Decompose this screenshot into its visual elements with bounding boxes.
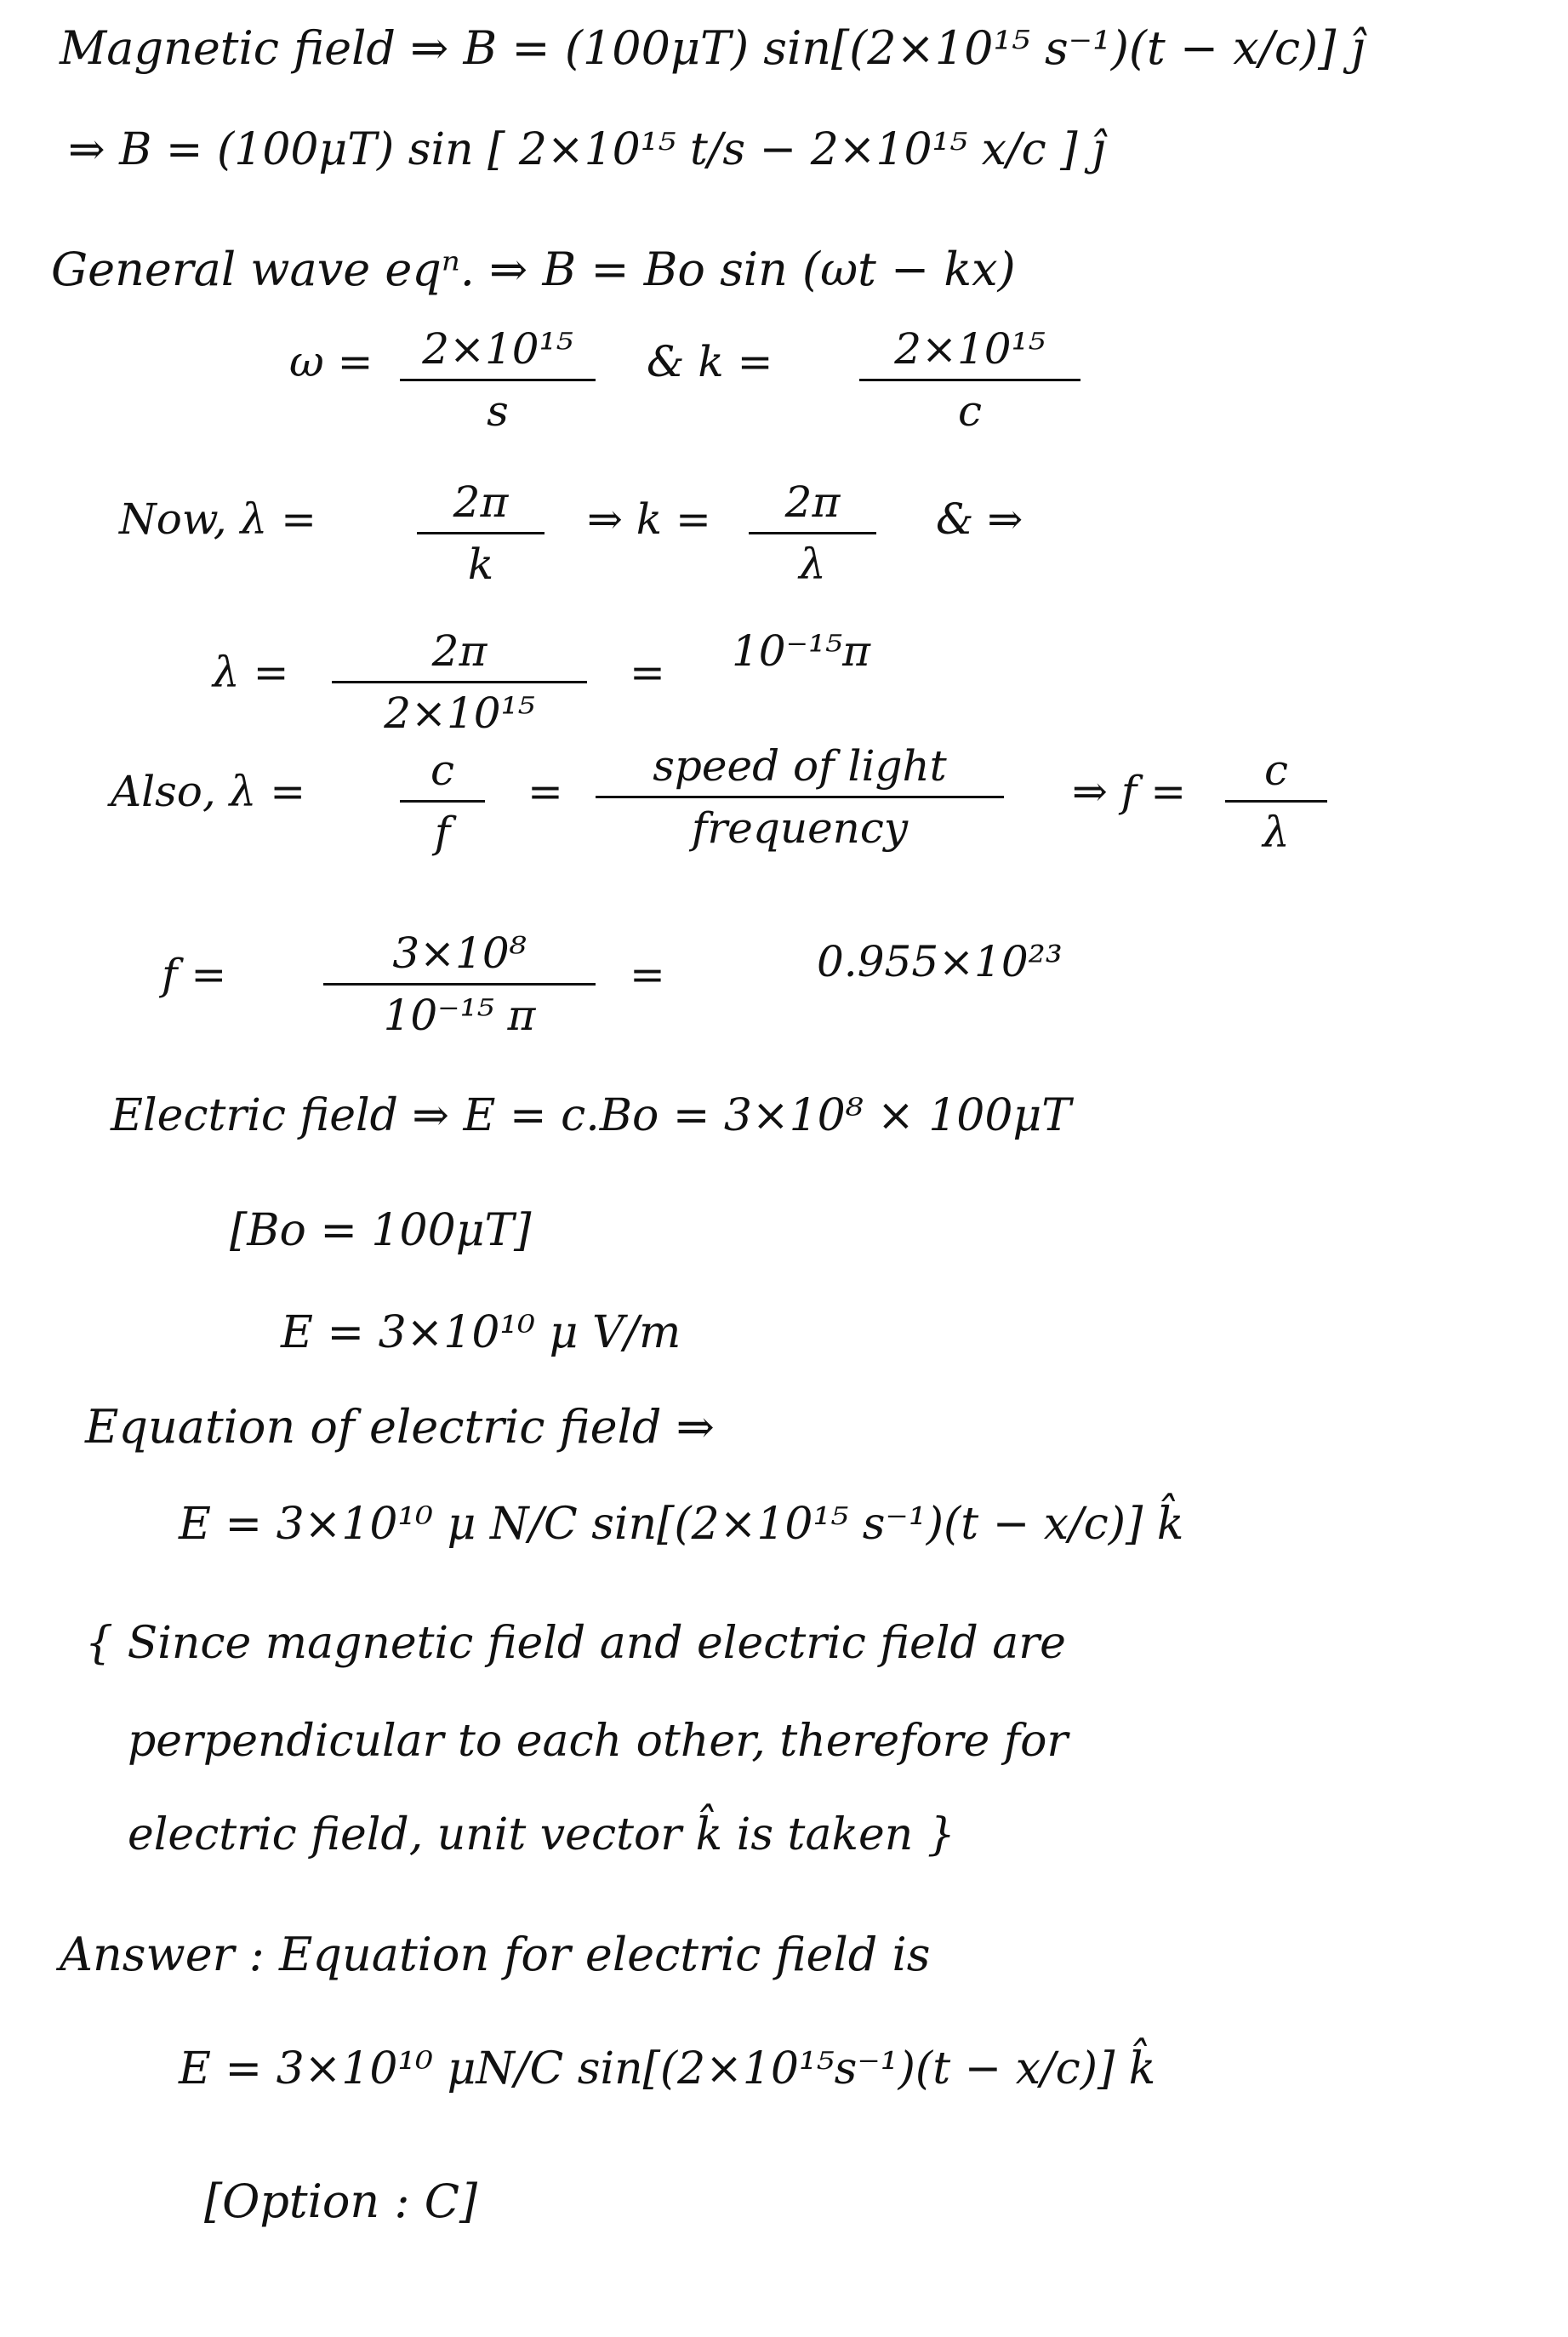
k-2pi-over-lambda-den: λ — [799, 540, 826, 589]
option-text: Option : C — [222, 2174, 460, 2228]
frequency-num: 3×10⁸ — [323, 932, 596, 986]
frequency-result: 0.955×10²³ — [817, 937, 1063, 986]
lambda-calc-num: 2π — [332, 630, 587, 683]
frequency-text: frequency — [691, 803, 909, 853]
frequency-equals: = — [630, 950, 665, 999]
electric-field-result: E = 3×10¹⁰ μ V/m — [281, 1307, 681, 1358]
c-over-lambda — [1225, 746, 1327, 857]
electric-field-equation: E = 3×10¹⁰ μ N/C sin[(2×10¹⁵ s⁻¹)(t − x/c)] k̂ — [179, 1499, 1184, 1550]
k-fraction — [859, 324, 1080, 436]
frequency-fraction — [323, 929, 596, 1040]
speed-over-frequency — [596, 741, 1004, 853]
electric-field-magnitude: Electric field ⇒ E = c.Bo = 3×10⁸ × 100μT — [111, 1090, 1071, 1141]
implies-k-label: ⇒ k = — [587, 494, 711, 544]
lambda-2pi-over-k-num: 2π — [417, 481, 545, 534]
c-over-lambda-num: c — [1225, 749, 1327, 803]
c-over-lambda-den: λ — [1263, 808, 1290, 857]
lambda-calc-label: λ = — [213, 648, 289, 697]
lambda-calc-fraction — [332, 626, 587, 738]
lambda-2pi-over-k — [417, 477, 545, 589]
implies-f-label: ⇒ f = — [1072, 767, 1187, 816]
omega-fraction — [400, 324, 596, 436]
frequency-den: 10⁻¹⁵ π — [383, 991, 536, 1040]
omega-label: ω = — [289, 337, 373, 386]
lambda-result: 10⁻¹⁵π — [732, 626, 870, 676]
answer-heading: Answer : Equation for electric field is — [60, 1928, 931, 1981]
now-lambda-label: Now, λ = — [119, 494, 316, 544]
magnetic-field-equation: Magnetic field ⇒ B = (100μT) sin[(2×10¹⁵ s⁻¹)(t − x/c)] ĵ — [60, 21, 1366, 75]
omega-numerator: 2×10¹⁵ — [400, 328, 596, 381]
lambda-2pi-over-k-den: k — [467, 540, 494, 589]
lambda-calc-equals: = — [630, 648, 665, 697]
speed-of-light-text: speed of light — [596, 745, 1004, 798]
c-over-f — [400, 746, 485, 857]
k-2pi-over-lambda-num: 2π — [749, 481, 876, 534]
c-over-f-den: f — [434, 808, 451, 857]
k-denominator: c — [957, 386, 982, 436]
k-label: & k = — [647, 337, 773, 386]
also-lambda-label: Also, λ = — [111, 767, 306, 816]
equation-of-electric-field-heading: Equation of electric field ⇒ — [85, 1400, 715, 1454]
k-numerator: 2×10¹⁵ — [859, 328, 1080, 381]
omega-denominator: s — [487, 386, 509, 436]
note-line-2: perpendicular to each other, therefore for — [128, 1716, 1069, 1767]
lambda-calc-den: 2×10¹⁵ — [384, 689, 535, 738]
answer-option — [204, 2174, 478, 2228]
option-close-bracket: ] — [459, 2174, 478, 2228]
frequency-label: f = — [162, 950, 227, 999]
k-2pi-over-lambda — [749, 477, 876, 589]
bo-value: [Bo = 100μT] — [230, 1205, 532, 1256]
option-open-bracket: [ — [204, 2174, 223, 2228]
magnetic-field-expanded: ⇒ B = (100μT) sin [ 2×10¹⁵ t/s − 2×10¹⁵ x/c ] ĵ — [68, 124, 1106, 175]
c-over-f-num: c — [400, 749, 485, 803]
note-line-1: { Since magnetic field and electric field are — [85, 1618, 1066, 1669]
answer-equation: E = 3×10¹⁰ μN/C sin[(2×10¹⁵s⁻¹)(t − x/c)] k̂ — [179, 2043, 1156, 2094]
general-wave-equation: General wave eqⁿ. ⇒ B = Bo sin (ωt − kx) — [51, 243, 1016, 296]
also-equals: = — [527, 767, 563, 816]
and-implies: & ⇒ — [936, 494, 1023, 544]
note-line-3: electric field, unit vector k̂ is taken } — [128, 1809, 955, 1860]
